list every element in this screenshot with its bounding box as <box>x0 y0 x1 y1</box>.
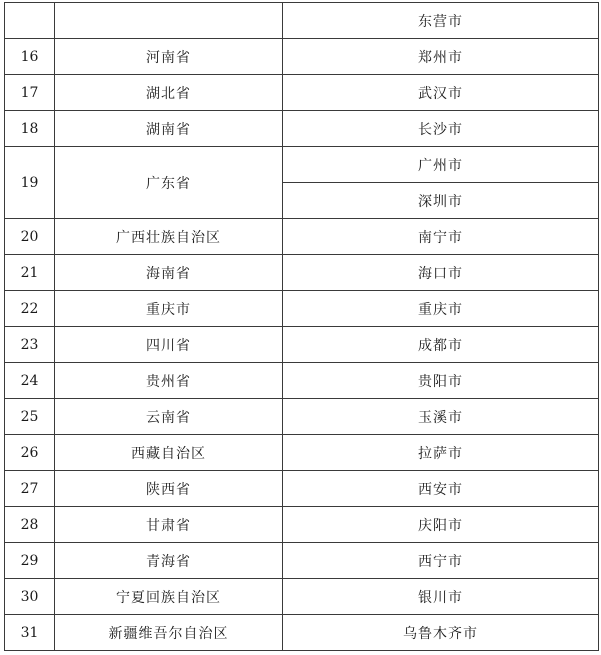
row-number-cell: 21 <box>5 255 55 291</box>
city-cell: 东营市 <box>283 3 599 39</box>
province-cell: 河南省 <box>55 39 283 75</box>
city-cell: 拉萨市 <box>283 435 599 471</box>
province-cell: 海南省 <box>55 255 283 291</box>
table-row <box>5 435 599 471</box>
city-cell: 成都市 <box>283 327 599 363</box>
table-row <box>5 615 599 651</box>
row-number-cell: 19 <box>5 147 55 219</box>
table-row <box>5 147 599 183</box>
province-cell: 新疆维吾尔自治区 <box>55 615 283 651</box>
province-cell <box>55 3 283 39</box>
row-number-cell: 23 <box>5 327 55 363</box>
row-number-cell: 22 <box>5 291 55 327</box>
city-cell: 西安市 <box>283 471 599 507</box>
table-row <box>5 471 599 507</box>
table-row <box>5 3 599 39</box>
row-number-cell: 17 <box>5 75 55 111</box>
table-row <box>5 543 599 579</box>
province-cell: 广东省 <box>55 147 283 219</box>
city-cell: 长沙市 <box>283 111 599 147</box>
city-cell: 玉溪市 <box>283 399 599 435</box>
row-number-cell: 16 <box>5 39 55 75</box>
province-cell: 四川省 <box>55 327 283 363</box>
city-cell: 广州市 <box>283 147 599 183</box>
province-cell: 宁夏回族自治区 <box>55 579 283 615</box>
row-number-cell: 31 <box>5 615 55 651</box>
table-row <box>5 507 599 543</box>
city-cell: 南宁市 <box>283 219 599 255</box>
row-number-cell: 27 <box>5 471 55 507</box>
table-row <box>5 111 599 147</box>
city-cell: 深圳市 <box>283 183 599 219</box>
row-number-cell: 26 <box>5 435 55 471</box>
city-cell: 西宁市 <box>283 543 599 579</box>
row-number-cell: 28 <box>5 507 55 543</box>
table-row <box>5 291 599 327</box>
row-number-cell: 30 <box>5 579 55 615</box>
city-cell: 乌鲁木齐市 <box>283 615 599 651</box>
table-row <box>5 255 599 291</box>
row-number-cell: 29 <box>5 543 55 579</box>
row-number-cell <box>5 3 55 39</box>
table-row <box>5 579 599 615</box>
table-row <box>5 219 599 255</box>
province-cell: 广西壮族自治区 <box>55 219 283 255</box>
city-cell: 海口市 <box>283 255 599 291</box>
city-cell: 郑州市 <box>283 39 599 75</box>
province-cell: 贵州省 <box>55 363 283 399</box>
city-cell: 贵阳市 <box>283 363 599 399</box>
table-row <box>5 363 599 399</box>
row-number-cell: 18 <box>5 111 55 147</box>
city-cell: 庆阳市 <box>283 507 599 543</box>
city-table-body <box>5 3 599 651</box>
table-row <box>5 39 599 75</box>
province-cell: 湖南省 <box>55 111 283 147</box>
province-cell: 甘肃省 <box>55 507 283 543</box>
province-cell: 湖北省 <box>55 75 283 111</box>
table-row <box>5 75 599 111</box>
province-cell: 陕西省 <box>55 471 283 507</box>
row-number-cell: 20 <box>5 219 55 255</box>
row-number-cell: 24 <box>5 363 55 399</box>
table-row <box>5 399 599 435</box>
province-cell: 青海省 <box>55 543 283 579</box>
table-row <box>5 327 599 363</box>
province-cell: 重庆市 <box>55 291 283 327</box>
row-number-cell: 25 <box>5 399 55 435</box>
province-cell: 西藏自治区 <box>55 435 283 471</box>
province-cell: 云南省 <box>55 399 283 435</box>
city-cell: 重庆市 <box>283 291 599 327</box>
document-page <box>4 2 598 651</box>
city-cell: 银川市 <box>283 579 599 615</box>
city-table <box>4 2 599 651</box>
city-cell: 武汉市 <box>283 75 599 111</box>
